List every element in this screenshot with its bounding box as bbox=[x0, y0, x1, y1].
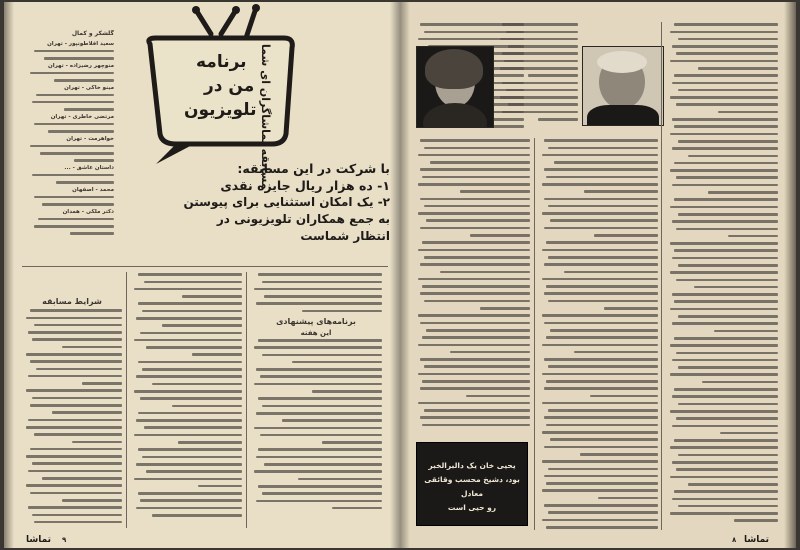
magazine-spread bbox=[4, 2, 796, 548]
caption-line: رو حیی است bbox=[447, 503, 497, 512]
page-number-right: ۸ bbox=[732, 536, 737, 544]
prize-line: انتظار شماست bbox=[300, 229, 390, 243]
vertical-contest-title: مسابقه تماشاگران ای شما bbox=[259, 44, 272, 190]
winners-column bbox=[22, 30, 114, 260]
prize-line: ۲- یک امکان استثنایی برای پیوستن bbox=[183, 195, 390, 209]
column-rule bbox=[661, 22, 662, 530]
winner-name: خواهرمت - تهران bbox=[66, 136, 114, 143]
magazine-logo-left: تماشا bbox=[26, 535, 52, 545]
winner-name: مینو خاکی - تهران bbox=[64, 85, 114, 92]
prize-block bbox=[152, 160, 390, 245]
page-edge-right bbox=[784, 2, 796, 548]
prize-line: ۱- ده هزار ریال جایزه نقدی bbox=[220, 178, 390, 193]
prize-line: به جمع همکاران تلویزیونی در bbox=[216, 212, 390, 226]
magazine-logo-right: تماشا bbox=[744, 535, 770, 545]
binding-gutter bbox=[390, 2, 410, 548]
prize-intro: با شرکت در این مسابقه: bbox=[237, 161, 390, 176]
winner-name: منوچهر رضیزاده - تهران bbox=[48, 63, 114, 70]
page-edge-left bbox=[4, 2, 14, 548]
portrait-photo-man bbox=[582, 46, 664, 126]
caption-box bbox=[416, 442, 528, 526]
winner-name: دکتر ملکی - همدان bbox=[62, 209, 114, 216]
entries-column bbox=[130, 272, 242, 530]
headline-line-3: تلویزیون bbox=[184, 100, 257, 120]
headline-line-1: برنامه bbox=[196, 52, 247, 72]
divider bbox=[22, 266, 388, 267]
article-column-2 bbox=[496, 22, 578, 132]
winners-header: گلشکر و کمال bbox=[71, 30, 114, 37]
winner-name: مرتضی خاطری - تهران bbox=[50, 114, 114, 121]
proposals-subtitle: این هفته bbox=[300, 328, 332, 337]
conditions-column bbox=[22, 272, 122, 530]
proposals-title: برنامه‌های پیشنهادی bbox=[276, 316, 356, 326]
antenna-icon bbox=[196, 8, 256, 38]
column-rule bbox=[246, 272, 247, 528]
page-number-left: ۹ bbox=[62, 536, 67, 544]
winner-name: محمد - اصفهان bbox=[72, 187, 114, 194]
conditions-title: شرایط مسابقه bbox=[42, 297, 102, 306]
column-rule bbox=[534, 138, 535, 530]
proposals-column bbox=[250, 272, 382, 530]
caption-line: بود، دشیخ محسب وقائقی معادل bbox=[424, 475, 520, 498]
portrait-photo-woman bbox=[416, 46, 494, 128]
column-rule bbox=[126, 272, 127, 528]
headline-line-2: من در bbox=[204, 76, 255, 96]
article-column-3 bbox=[666, 22, 778, 530]
article-column-5 bbox=[538, 138, 658, 530]
article-column-4 bbox=[414, 138, 530, 438]
winner-name: سعید افلاطونپور - تهران bbox=[47, 41, 114, 48]
caption-line: یحیی خان یک دالبرالخبر bbox=[428, 461, 516, 470]
winner-name: داستان عاشق - ... bbox=[64, 165, 114, 172]
